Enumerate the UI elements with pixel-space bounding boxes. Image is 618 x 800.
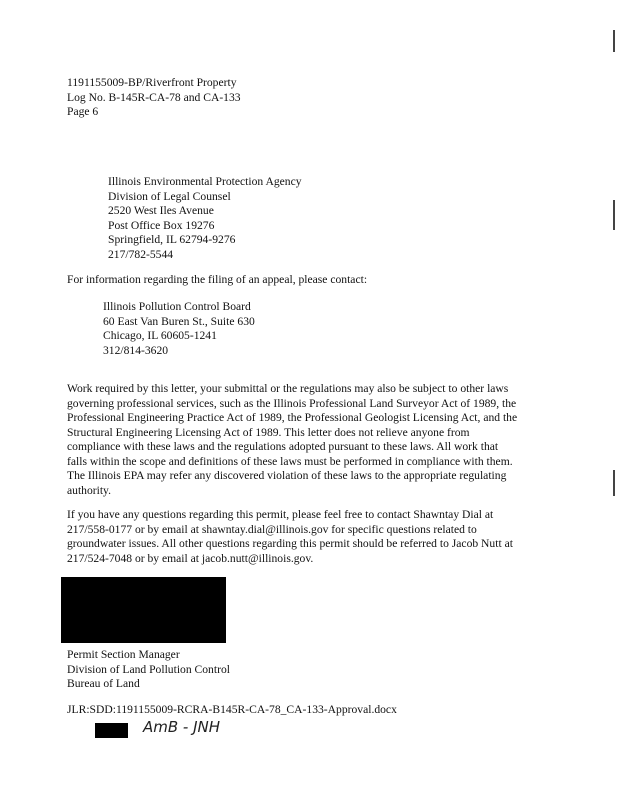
address-line: 312/814-3620: [103, 343, 169, 357]
address-line: Post Office Box 19276: [108, 218, 215, 232]
page-header: [67, 76, 241, 120]
paragraph-line: governing professional services, such as the Illinois Professional Land Surveyor Act of 1989, the: [67, 396, 517, 410]
paragraph-line: 217/524-7048 or by email at jacob.nutt@illinois.gov.: [67, 551, 314, 565]
paragraph-line: falls within the scope and definitions of these laws must be performed in compliance with them.: [67, 454, 513, 468]
redacted-initials: [95, 723, 128, 738]
signature-line: Division of Land Pollution Control: [67, 662, 230, 676]
header-line: Log No. B-145R-CA-78 and CA-133: [67, 90, 241, 104]
scan-edge-mark: [613, 200, 615, 230]
file-reference: JLR:SDD:1191155009-RCRA-B145R-CA-78_CA-133-Approval.docx: [67, 703, 397, 716]
redacted-signature: [61, 577, 226, 643]
address-line: Illinois Pollution Control Board: [103, 300, 251, 313]
address-line: Illinois Environmental Protection Agency: [108, 175, 302, 188]
address-line: Division of Legal Counsel: [108, 189, 231, 203]
scan-edge-mark: [613, 470, 615, 496]
paragraph-line: The Illinois EPA may refer any discovered violation of these laws to the appropriate regulating: [67, 469, 507, 482]
paragraph-line: Structural Engineering Licensing Act of 1989. This letter does not relieve anyone from: [67, 425, 470, 439]
paragraph-line: Work required by this letter, your submittal or the regulations may also be subject to other laws: [67, 382, 509, 395]
paragraph-line: If you have any questions regarding this permit, please feel free to contact Shawntay Dial at: [67, 508, 494, 521]
paragraph-line: Professional Engineering Practice Act of 1989, the Professional Geologist Licensing Act, and the: [67, 411, 518, 424]
header-line: Page 6: [67, 105, 99, 118]
address-line: 217/782-5544: [108, 247, 174, 261]
address-line: Chicago, IL 60605-1241: [103, 329, 217, 342]
header-line: 1191155009-BP/Riverfront Property: [67, 76, 237, 89]
signature-line: Bureau of Land: [67, 677, 140, 690]
scan-edge-mark: [613, 30, 615, 52]
appeal-contact-text: For information regarding the filing of an appeal, please contact:: [67, 273, 368, 286]
paragraph-line: authority.: [67, 483, 112, 497]
paragraph-line: compliance with these laws and the regulations adopted pursuant to these laws. All work that: [67, 440, 499, 453]
questions-paragraph: [67, 508, 545, 566]
iepa-address-block: [108, 175, 302, 262]
address-line: Springfield, IL 62794-9276: [108, 233, 236, 246]
paragraph-line: 217/558-0177 or by email at shawntay.dial@illinois.gov for specific questions related to: [67, 522, 477, 536]
address-line: 60 East Van Buren St., Suite 630: [103, 314, 255, 328]
signature-line: Permit Section Manager: [67, 648, 180, 661]
ipcb-address-block: [103, 300, 255, 358]
signature-block: [67, 648, 230, 692]
handwritten-initials: AmB - JNH: [143, 718, 221, 736]
paragraph-line: groundwater issues. All other questions regarding this permit should be referred to Jacob Nutt at: [67, 537, 513, 550]
professional-laws-paragraph: [67, 382, 545, 498]
address-line: 2520 West Iles Avenue: [108, 204, 214, 217]
